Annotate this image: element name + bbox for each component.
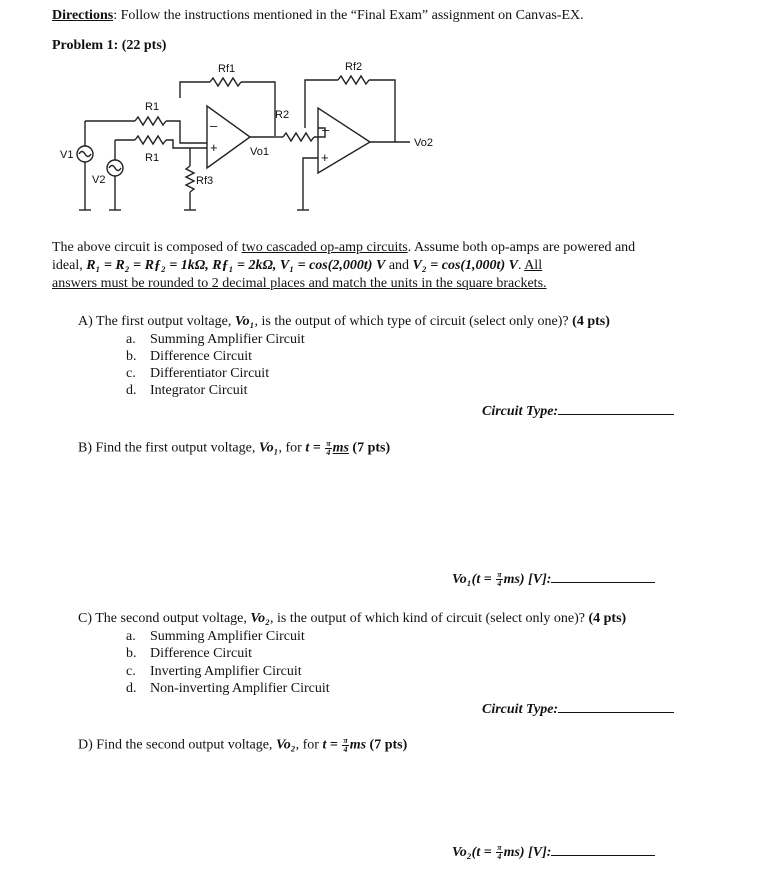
label-rf3: Rf3 (196, 175, 214, 187)
question-a (78, 314, 610, 330)
directions-text: : Follow the instructions mentioned in the “Final Exam” assignment on Canvas-EX. (113, 8, 584, 23)
question-text: , is the output of which type of circuit (select only one)? (254, 314, 573, 329)
description-line-1 (52, 240, 635, 256)
fraction-den: 4 (497, 852, 502, 862)
question-d (78, 737, 407, 754)
option-text: Summing Amplifier Circuit (150, 332, 305, 347)
fraction (342, 737, 348, 754)
label-vo1: Vo1 (250, 146, 269, 158)
wire (303, 158, 318, 210)
option-text: Integrator Circuit (150, 383, 248, 398)
option-a-a (126, 332, 305, 348)
option-letter: a. (126, 332, 136, 347)
answer-blank[interactable] (551, 570, 655, 583)
question-points: (4 pts) (588, 611, 627, 626)
opamp2-plus: + (321, 150, 329, 165)
answer-label: Circuit Type: (482, 702, 559, 717)
fraction (496, 844, 502, 861)
answer-blank[interactable] (558, 402, 674, 415)
option-letter: d. (126, 681, 137, 696)
desc-math: R₁ = R₂ = Rƒ₂ = 1kΩ, Rƒ₁ = 2kΩ, V₁ = cos(2,000t) V (86, 258, 386, 273)
wire (241, 82, 275, 136)
question-points: (7 pts) (366, 737, 408, 753)
question-unit: ms (349, 737, 367, 753)
fraction (325, 440, 331, 457)
question-prefix: B) (78, 440, 92, 456)
label-r1-bottom: R1 (145, 152, 160, 164)
question-text: Find the first output voltage, (92, 440, 259, 456)
fraction (496, 571, 502, 588)
desc-math: V₂ = cos(1,000t) V (412, 258, 518, 273)
opamp-1 (207, 106, 250, 168)
option-letter: c. (126, 664, 136, 679)
option-text: Difference Circuit (150, 349, 252, 364)
question-c (78, 611, 626, 627)
resistor-rf2 (338, 76, 369, 84)
question-text: , for (295, 737, 323, 753)
question-math: t = (322, 737, 342, 753)
label-v1: V1 (60, 149, 74, 161)
directions-label: Directions (52, 8, 114, 23)
wire (180, 82, 210, 98)
fraction-den: 4 (326, 448, 331, 457)
option-text: Difference Circuit (150, 646, 252, 661)
option-letter: c. (126, 366, 136, 381)
label-rf1: Rf1 (218, 63, 236, 75)
question-prefix: A) (78, 314, 93, 329)
option-text: Summing Amplifier Circuit (150, 629, 305, 644)
answer-label: ms) [V]: (503, 845, 552, 860)
answer-a (482, 402, 674, 420)
answer-label: ms) [V]: (503, 572, 552, 587)
source-v2-wave (109, 166, 121, 171)
question-var: Vo₂ (250, 611, 271, 626)
option-c-a (126, 629, 305, 645)
source-v1-wave (79, 152, 91, 157)
desc-underline: two cascaded op-amp circuits (241, 240, 408, 255)
answer-c (482, 700, 674, 718)
question-b (78, 440, 390, 457)
option-text: Differentiator Circuit (150, 366, 270, 381)
label-v2: V2 (92, 174, 106, 186)
label-vo2: Vo2 (414, 137, 433, 149)
wire (305, 80, 338, 128)
answer-label: Circuit Type: (482, 404, 559, 419)
resistor-rf3 (186, 166, 194, 192)
question-text: , for (278, 440, 306, 456)
desc-underline: All (524, 258, 543, 273)
option-letter: b. (126, 349, 137, 364)
question-text: The first output voltage, (92, 314, 235, 329)
question-var: Vo₂ (275, 737, 296, 753)
description-line-2 (52, 258, 542, 274)
option-c-d (126, 681, 330, 697)
question-text: Find the second output voltage, (92, 737, 276, 753)
question-text: The second output voltage, (92, 611, 251, 626)
option-letter: a. (126, 629, 136, 644)
opamp1-minus: – (210, 118, 218, 133)
wire (369, 80, 395, 142)
answer-b (452, 570, 655, 588)
label-rf2: Rf2 (345, 61, 363, 73)
question-prefix: C) (78, 611, 92, 626)
answer-blank[interactable] (558, 700, 674, 713)
desc-text: The above circuit is composed of (52, 240, 242, 255)
question-var: Vo₁ (234, 314, 255, 329)
question-unit: ms (332, 440, 349, 456)
fraction-den: 4 (497, 579, 502, 589)
directions-line (52, 8, 584, 24)
answer-d (452, 843, 655, 861)
question-text: , is the output of which kind of circuit (select only one)? (270, 611, 589, 626)
option-c-b (126, 646, 252, 662)
resistor-r1-top (135, 117, 166, 125)
answer-label: Vo₂(t = (452, 845, 496, 860)
fraction-num: π (326, 439, 331, 448)
option-a-c (126, 366, 269, 382)
desc-text: . (517, 258, 525, 273)
option-letter: b. (126, 646, 137, 661)
option-a-d (126, 383, 248, 399)
desc-text: . Assume both op-amps are powered and (407, 240, 636, 255)
option-text: Non-inverting Amplifier Circuit (150, 681, 330, 696)
opamp2-minus: – (322, 122, 330, 137)
wire (166, 140, 207, 148)
option-a-b (126, 349, 252, 365)
fraction-num: π (497, 570, 502, 580)
option-letter: d. (126, 383, 137, 398)
desc-text: and (385, 258, 413, 273)
label-r2: R2 (275, 109, 290, 121)
fraction-num: π (497, 843, 502, 853)
answer-blank[interactable] (551, 843, 655, 856)
fraction-num: π (343, 736, 348, 745)
label-r1-top: R1 (145, 101, 160, 113)
question-var: Vo₁ (258, 440, 279, 456)
resistor-rf1 (210, 78, 241, 86)
resistor-r2 (283, 133, 314, 141)
question-prefix: D) (78, 737, 93, 753)
desc-text: ideal, (52, 258, 87, 273)
opamp1-plus: + (210, 140, 218, 155)
option-text: Inverting Amplifier Circuit (150, 664, 302, 679)
fraction-den: 4 (343, 745, 348, 754)
answer-label: Vo₁(t = (452, 572, 496, 587)
problem-title: Problem 1: (22 pts) (52, 38, 167, 53)
question-math: t = (305, 440, 325, 456)
question-points: (4 pts) (572, 314, 610, 329)
resistor-r1-bottom (135, 136, 166, 144)
description-line-3: answers must be rounded to 2 decimal places and match the units in the square brackets. (52, 276, 547, 291)
question-points: (7 pts) (348, 440, 391, 456)
option-c-c (126, 664, 302, 680)
circuit-diagram (55, 58, 455, 223)
